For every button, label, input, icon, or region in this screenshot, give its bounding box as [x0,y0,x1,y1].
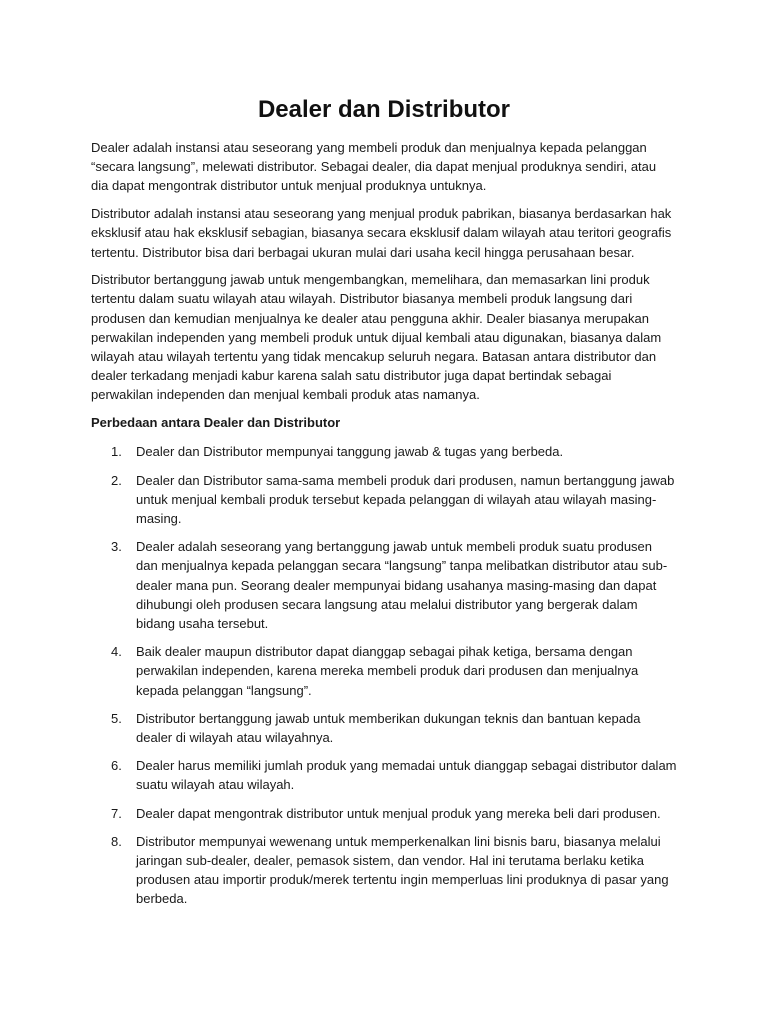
list-item [91,537,677,633]
list-item-text: Dealer dapat mengontrak distributor untuk menjual produk yang mereka beli dari produsen. [136,805,661,821]
differences-list [91,442,677,908]
list-item-number: 8. [111,833,122,849]
list-item [91,442,677,461]
list-item [91,832,677,909]
list-item-number: 5. [111,710,122,726]
list-item [91,471,677,529]
paragraph-distributor-responsibility: Distributor bertanggung jawab untuk mengembangkan, memelihara, dan memasarkan lini produk tertentu dalam suatu wilayah atau wilayah. Distributor biasanya membeli produk langsung dari produsen dan kemudian menjualnya ke dealer atau pengguna akhir. Dealer biasanya merupakan perwakilan independen yang membeli produk untuk dijual kembali atau digunakan, biasanya dalam wilayah atau wilayah tertentu yang tidak mencakup seluruh negara. Batasan antara distributor dan dealer terkadang menjadi kabur karena salah satu distributor juga dapat bertindak sebagai perwakilan independen dan menjual kembali produk atas namanya. [91,272,662,403]
list-item-number: 1. [111,444,122,460]
list-item-text: Distributor bertanggung jawab untuk memberikan dukungan teknis dan bantuan kepada dealer di wilayah atau wilayahnya. [136,710,641,745]
list-item-number: 4. [111,644,122,660]
paragraph-distributor-definition: Distributor adalah instansi atau seseorang yang menjual produk pabrikan, biasanya berdasarkan hak eksklusif atau hak eksklusif sebagian, biasanya secara eksklusif dalam wilayah atau teritori geografis tertentu. Distributor bisa dari berbagai ukuran mulai dari usaha kecil hingga perusahaan besar. [91,206,672,260]
list-item [91,804,677,823]
list-item [91,642,677,700]
paragraph-dealer-definition: Dealer adalah instansi atau seseorang yang membeli produk dan menjualnya kepada pelanggan “secara langsung”, melewati distributor. Sebagai dealer, dia dapat menjual produknya sendiri, atau dia dapat mengontrak distributor untuk menjual produknya untuknya. [91,140,657,194]
list-item-number: 7. [111,805,122,821]
list-item-number: 6. [111,758,122,774]
list-item-text: Dealer dan Distributor sama-sama membeli produk dari produsen, namun bertanggung jawab untuk menjual kembali produk tersebut kepada pelanggan di wilayah atau wilayah masing-masing. [136,472,675,526]
list-item-text: Dealer dan Distributor mempunyai tanggung jawab & tugas yang berbeda. [136,444,564,460]
list-item [91,756,677,794]
list-item-number: 3. [111,539,122,555]
document-page [91,96,677,918]
list-item-text: Dealer harus memiliki jumlah produk yang memadai untuk dianggap sebagai distributor dalam suatu wilayah atau wilayah. [136,758,677,793]
list-item-number: 2. [111,472,122,488]
list-item-text: Distributor mempunyai wewenang untuk memperkenalkan lini bisnis baru, biasanya melalui jaringan sub-dealer, dealer, pemasok sistem, dan vendor. Hal ini terutama berlaku ketika produsen atau importir produk/merek tertentu ingin memperluas lini produknya di pasar yang berbeda. [136,833,669,907]
page-title: Dealer dan Distributor [257,96,511,123]
list-item-text: Dealer adalah seseorang yang bertanggung jawab untuk membeli produk suatu produsen dan menjualnya kepada pelanggan secara “langsung” tanpa melibatkan distributor atau sub-dealer mana pun. Seorang dealer mempunyai bidang usahanya masing-masing dan dapat dihubungi oleh produsen secara langsung atau melalui distributor yang bergerak dalam bidang usaha tersebut. [136,539,668,631]
section-heading: Perbedaan antara Dealer dan Distributor [91,415,341,431]
list-item-text: Baik dealer maupun distributor dapat dianggap sebagai pihak ketiga, bersama dengan perwakilan independen, karena mereka membeli produk dari produsen dan menjualnya kepada pelanggan “langsung”. [136,644,639,698]
list-item [91,709,677,747]
